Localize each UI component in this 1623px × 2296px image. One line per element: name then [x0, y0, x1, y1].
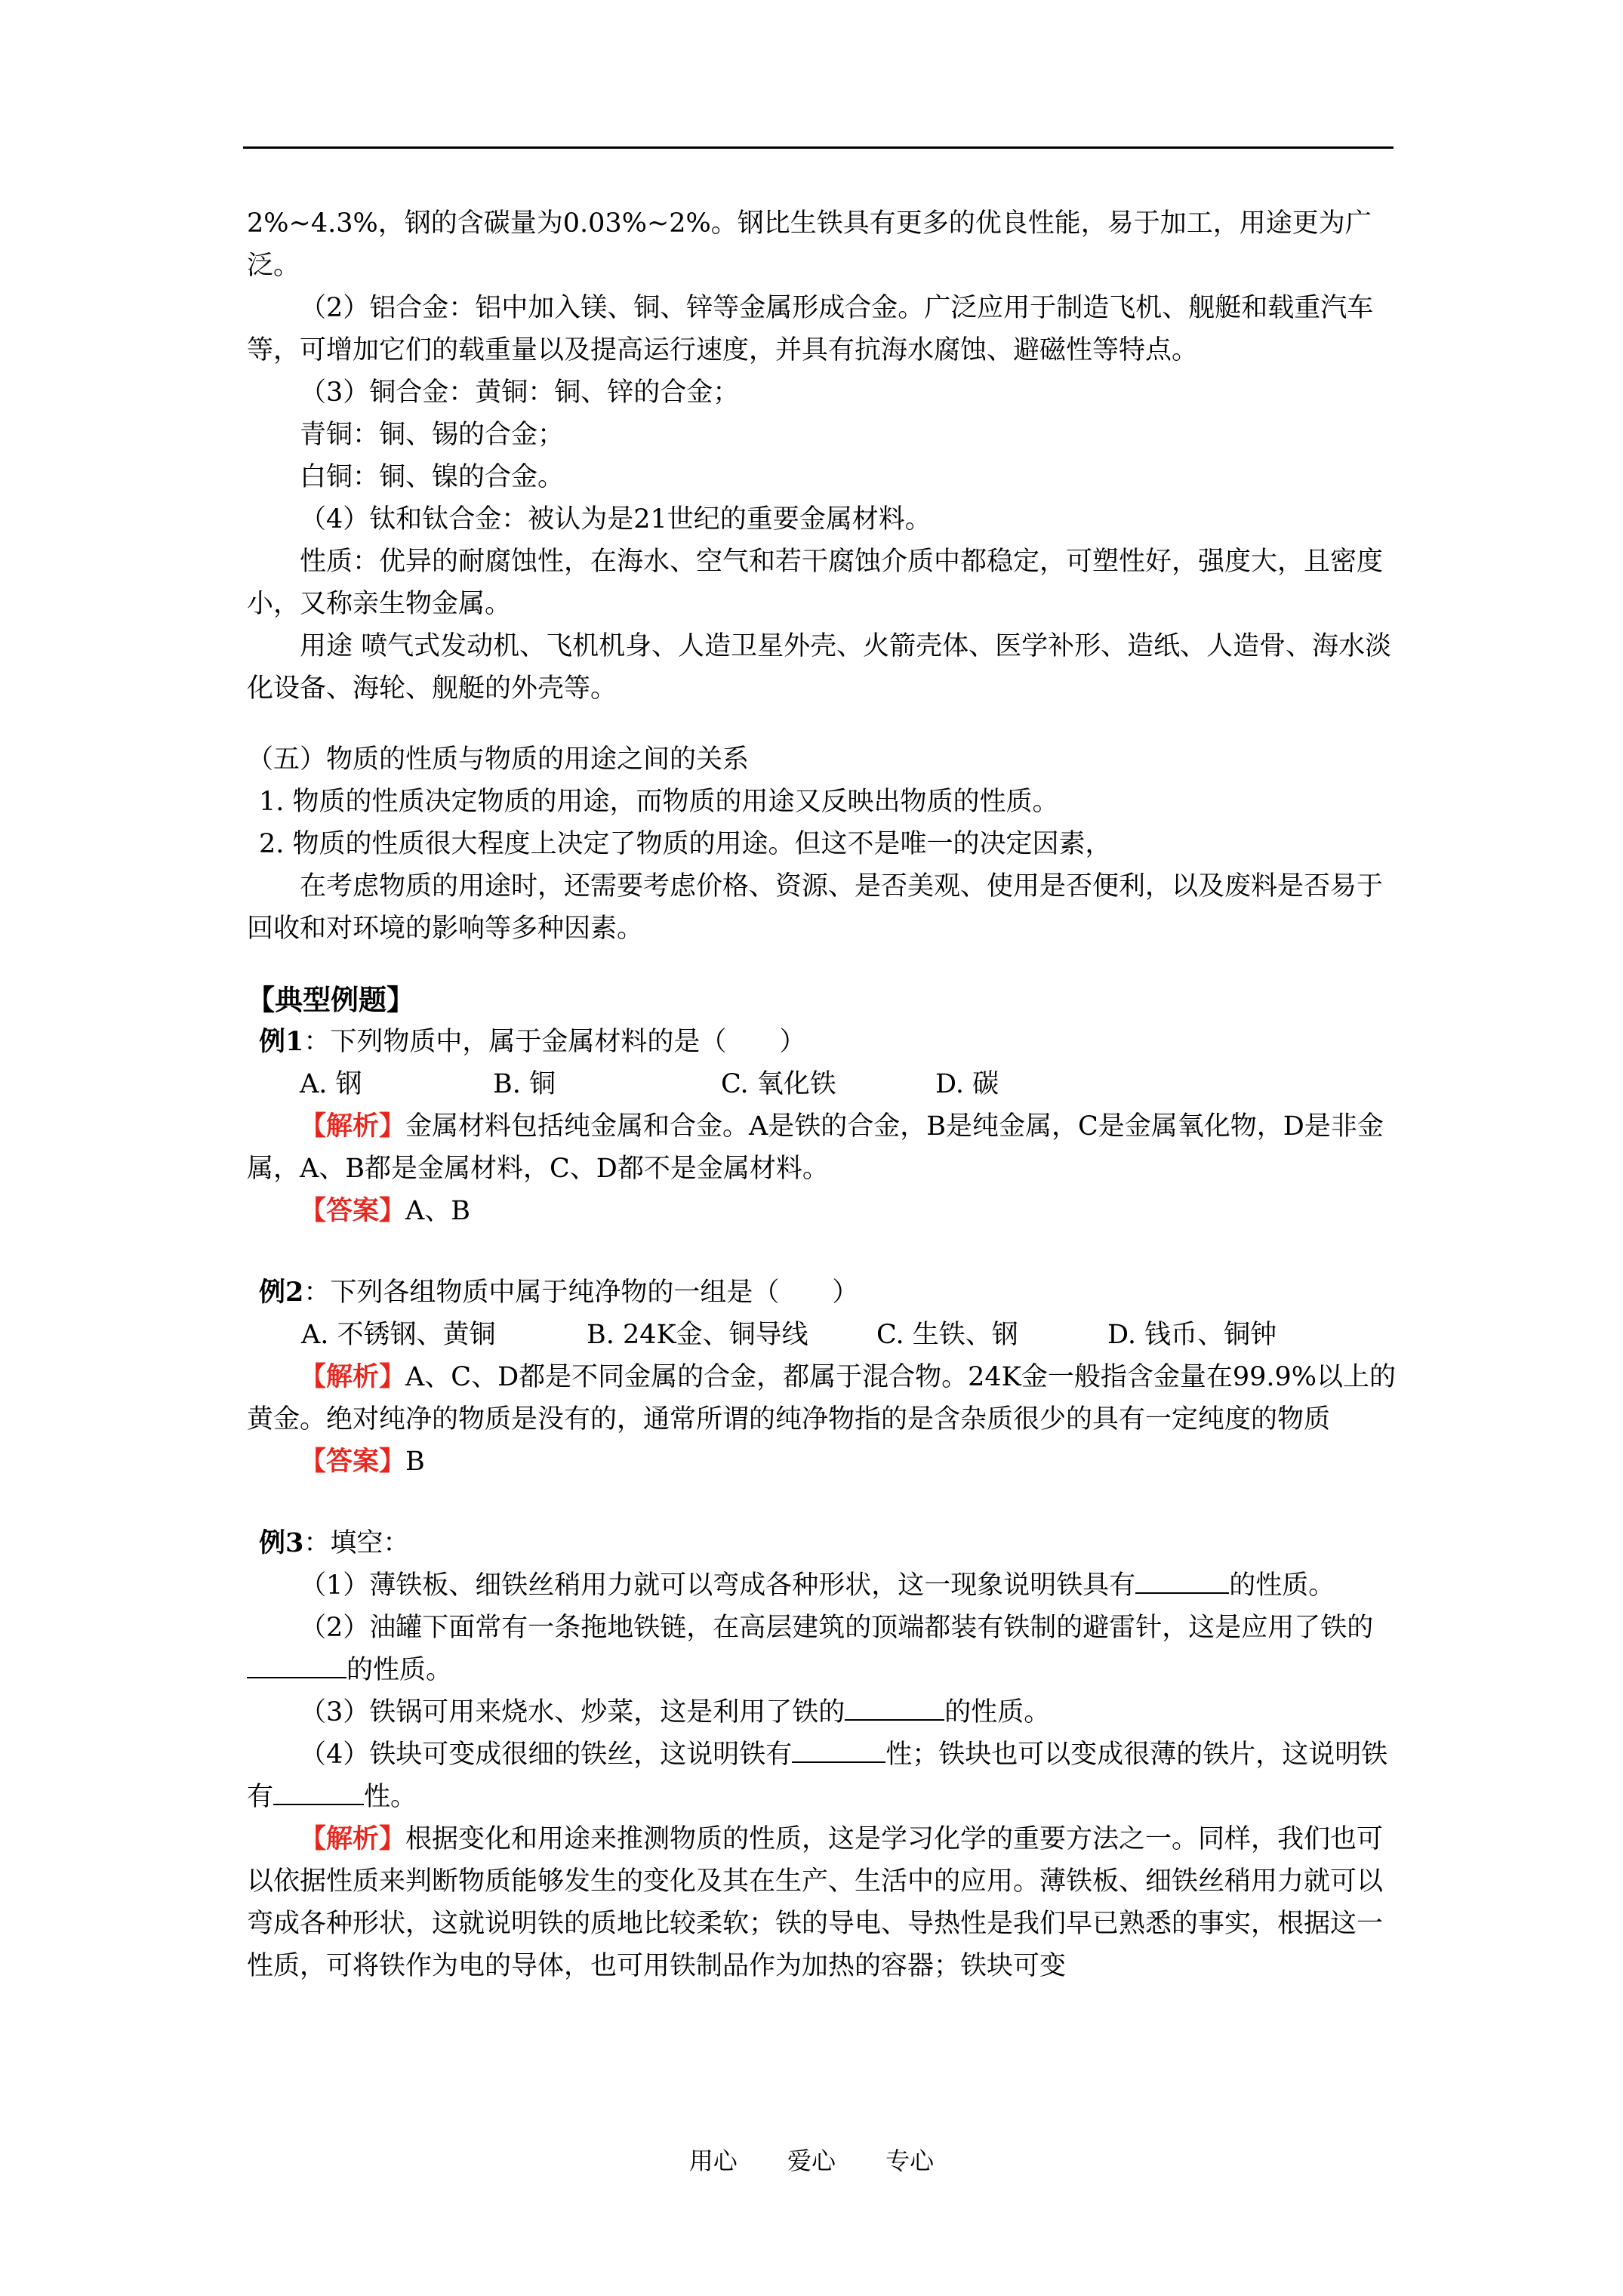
- example-2-text: ：下列各组物质中属于纯净物的一组是（ ）: [303, 1277, 859, 1308]
- fill-blank[interactable]: [1135, 1565, 1229, 1594]
- example-3-text: ：填空：: [303, 1528, 410, 1558]
- paragraph-aluminum-alloy: （2）铝合金：铝中加入镁、铜、锌等金属形成合金。广泛应用于制造飞机、舰艇和载重汽车等，可增加它们的载重量以及提高运行速度，并具有抗海水腐蚀、避磁性等特点。: [247, 293, 1374, 365]
- footer-word-3: 专心: [885, 2147, 935, 2175]
- section-five-title: （五）物质的性质与物质的用途之间的关系: [247, 744, 750, 775]
- example-1-label: 例1: [259, 1026, 304, 1057]
- section-five-item-1: 1. 物质的性质决定物质的用途，而物质的用途又反映出物质的性质。: [259, 787, 1059, 817]
- example-1-option-c: C. 氧化铁: [721, 1069, 836, 1099]
- footer-word-1: 用心: [688, 2147, 738, 2175]
- example-2-question: [247, 1271, 1402, 1314]
- example-1-text: ：下列物质中，属于金属材料的是（ ）: [303, 1027, 806, 1057]
- example-1-answer-text: A、B: [405, 1196, 471, 1226]
- example-3-q1-tail: 的性质。: [1229, 1570, 1335, 1601]
- example-2-option-d: D. 钱币、铜钟: [1107, 1320, 1277, 1350]
- example-1-analysis-tag: 【解析】: [300, 1111, 406, 1142]
- example-3-q4-text: （4）铁块可变成很细的铁丝，这说明铁有: [300, 1740, 793, 1770]
- example-3-q4-mid: 性；铁块也可以变成很薄的铁片，这说明铁有: [247, 1740, 1388, 1812]
- fill-blank[interactable]: [845, 1692, 944, 1721]
- section-five-item-2: 2. 物质的性质很大程度上决定了物质的用途。但这不是唯一的决定因素，: [259, 829, 1112, 859]
- paragraph-bronze: 青铜：铜、锡的合金；: [300, 420, 565, 450]
- example-3-q4-tail: 性。: [364, 1782, 417, 1812]
- example-3-analysis-tag: 【解析】: [300, 1823, 406, 1854]
- header-rule: [243, 146, 1394, 149]
- fill-blank[interactable]: [247, 1650, 346, 1678]
- paragraph-properties: 性质：优异的耐腐蚀性，在海水、空气和若干腐蚀介质中都稳定，可塑性好，强度大，且密度小，又称亲生物金属。: [247, 547, 1384, 619]
- example-2-answer-text: B: [405, 1447, 425, 1477]
- example-1-question: [247, 1021, 1402, 1063]
- example-1-options: [247, 1063, 1402, 1105]
- example-3-label: 例3: [259, 1527, 304, 1558]
- paragraph-uses: 用途 喷气式发动机、飞机机身、人造卫星外壳、火箭壳体、医学补形、造纸、人造骨、海水淡化设备、海轮、舰艇的外壳等。: [247, 631, 1392, 704]
- fill-blank[interactable]: [792, 1734, 885, 1763]
- example-3-q2-tail: 的性质。: [346, 1655, 453, 1685]
- example-3-q2: [247, 1607, 1402, 1691]
- example-1-option-b: B. 铜: [493, 1069, 556, 1099]
- example-3-q3-tail: 的性质。: [944, 1697, 1051, 1727]
- page-footer: [0, 2142, 1623, 2177]
- example-2-analysis: [247, 1356, 1402, 1441]
- example-3-analysis: [247, 1818, 1402, 1987]
- example-3-q2-text: （2）油罐下面常有一条拖地铁链，在高层建筑的顶端都装有铁制的避雷针，这是应用了铁的: [300, 1613, 1374, 1643]
- example-2-label: 例2: [259, 1277, 304, 1308]
- example-3-analysis-text: 根据变化和用途来推测物质的性质，这是学习化学的重要方法之一。同样，我们也可以依据性质来判断物质能够发生的变化及其在生产、生活中的应用。薄铁板、细铁丝稍用力就可以弯成各种形状，这就说明铁的质地比较柔软；铁的导电、导热性是我们早已熟悉的事实，根据这一性质，可将铁作为电的导体，也可用铁制品作为加热的容器；铁块可变: [247, 1824, 1384, 1981]
- paragraph-white-copper: 白铜：铜、镍的合金。: [300, 462, 565, 492]
- example-2-option-c: C. 生铁、钢: [876, 1320, 1018, 1350]
- examples-title: 【典型例题】: [247, 983, 414, 1016]
- example-1-option-d: D. 碳: [935, 1069, 999, 1099]
- example-2-analysis-tag: 【解析】: [300, 1361, 406, 1392]
- example-2-analysis-text: A、C、D都是不同金属的合金，都属于混合物。24K金一般指含金量在99.9%以上的黄金。绝对纯净的物质是没有的，通常所谓的纯净物指的是含杂质很少的具有一定纯度的物质: [247, 1362, 1397, 1435]
- fill-blank[interactable]: [273, 1777, 364, 1805]
- example-1-answer: [247, 1190, 1402, 1232]
- example-2-option-a: A. 不锈钢、黄铜: [301, 1320, 496, 1350]
- paragraph-titanium: （4）钛和钛合金：被认为是21世纪的重要金属材料。: [300, 504, 932, 535]
- example-1-answer-tag: 【答案】: [300, 1195, 406, 1226]
- example-2-answer: [247, 1441, 1402, 1483]
- section-five-item-3: 在考虑物质的用途时，还需要考虑价格、资源、是否美观、使用是否便利，以及废料是否易于回收和对环境的影响等多种因素。: [247, 871, 1384, 944]
- example-2-options: [247, 1314, 1402, 1356]
- paragraph-steel: 2%~4.3%，钢的含碳量为0.03%~2%。钢比生铁具有更多的优良性能，易于加工，用途更为广泛。: [247, 208, 1372, 281]
- example-1-analysis-text: 金属材料包括纯金属和合金。A是铁的合金，B是纯金属，C是金属氧化物，D是非金属，A、B都是金属材料，C、D都不是金属材料。: [247, 1111, 1384, 1184]
- example-2-answer-tag: 【答案】: [300, 1446, 406, 1477]
- example-3-q4: [247, 1734, 1402, 1818]
- example-3-q1-text: （1）薄铁板、细铁丝稍用力就可以弯成各种形状，这一现象说明铁具有: [300, 1570, 1136, 1601]
- example-3-question: [247, 1522, 1402, 1564]
- example-3-q3: [247, 1691, 1402, 1734]
- example-1-option-a: A. 钢: [300, 1069, 362, 1099]
- paragraph-copper-alloy: （3）铜合金：黄铜：铜、锌的合金；: [300, 378, 740, 408]
- document-body: [247, 202, 1402, 1987]
- footer-word-2: 爱心: [787, 2147, 836, 2175]
- example-1-analysis: [247, 1105, 1402, 1190]
- example-3-q1: [247, 1564, 1402, 1607]
- example-3-q3-text: （3）铁锅可用来烧水、炒菜，这是利用了铁的: [300, 1697, 845, 1727]
- example-2-option-b: B. 24K金、铜导线: [587, 1320, 808, 1350]
